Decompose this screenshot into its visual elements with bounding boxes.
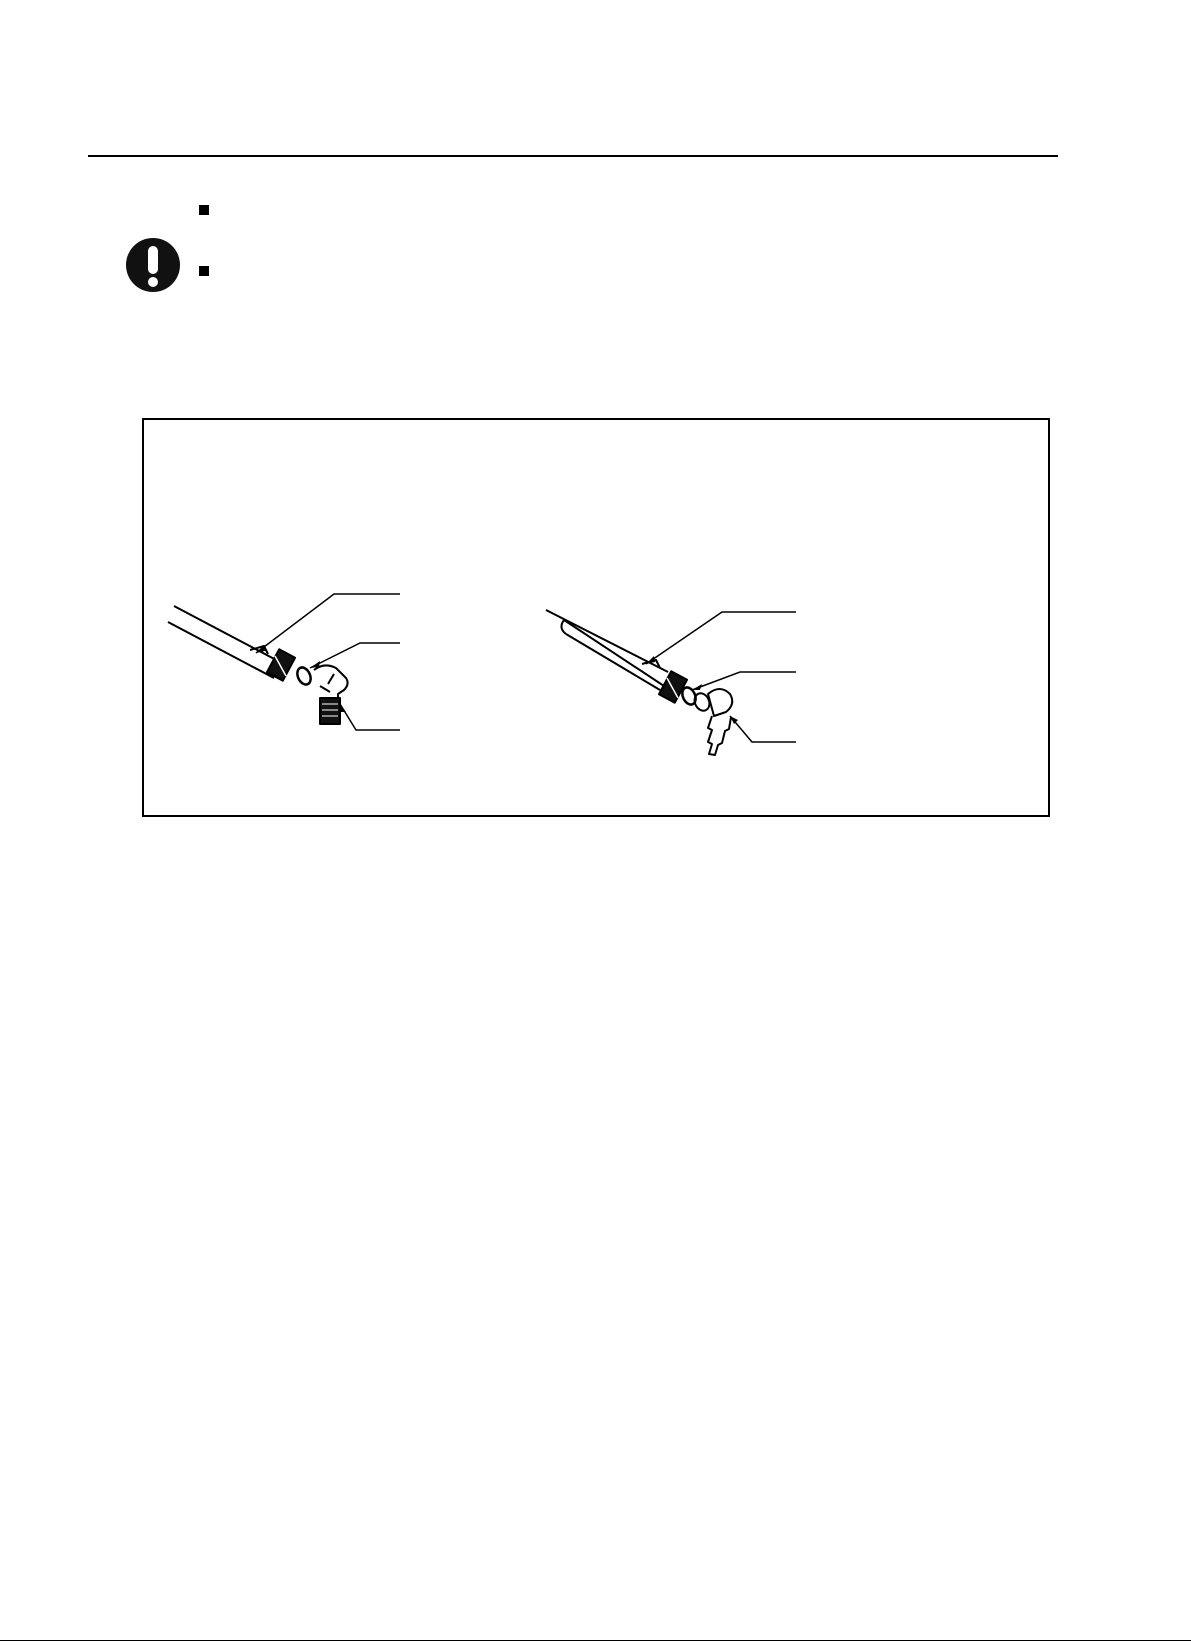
square-bullet-icon: [199, 205, 209, 215]
figure-frame: [142, 418, 1050, 817]
header-rule: [88, 155, 1058, 157]
exclamation-circle-icon: [125, 237, 181, 293]
footer-rule: [0, 1640, 1191, 1641]
left-fitting-diagram: [164, 580, 414, 760]
right-fitting-diagram: [544, 598, 824, 778]
square-bullet-icon: [199, 266, 209, 276]
